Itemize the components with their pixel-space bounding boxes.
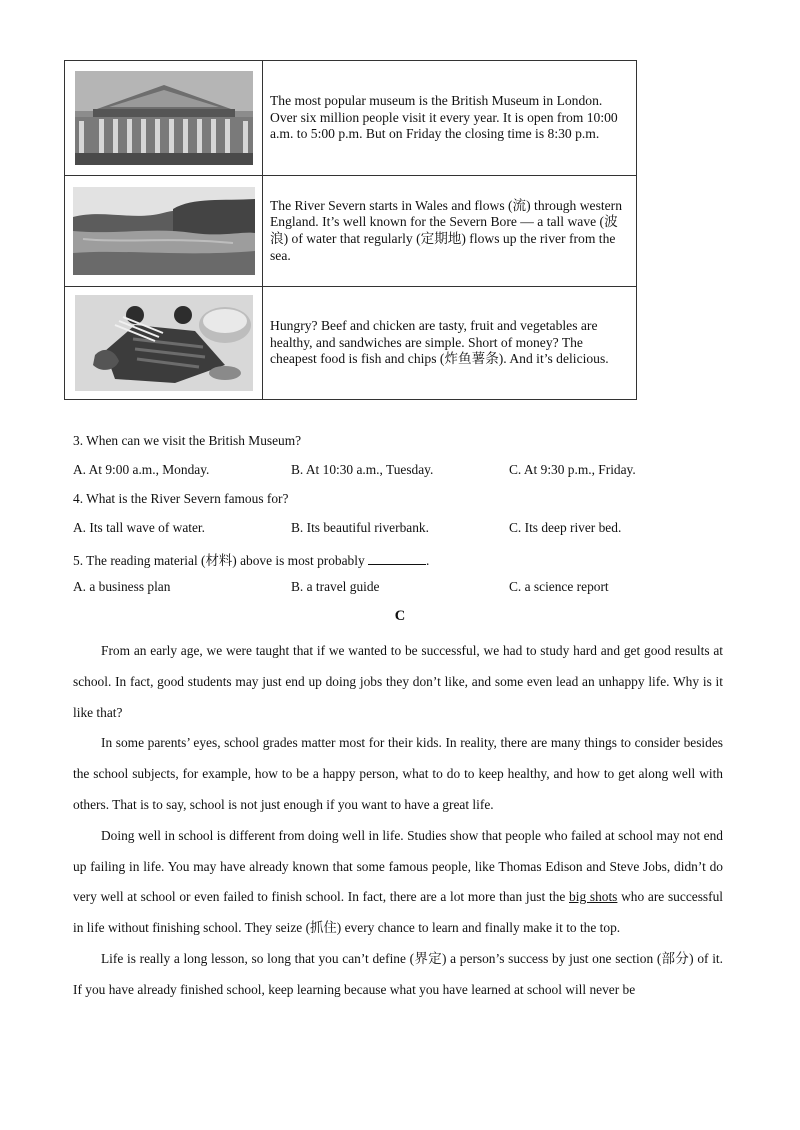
image-cell [65, 61, 263, 176]
table-row [65, 176, 637, 287]
question-3-option-b[interactable]: B. At 10:30 a.m., Tuesday. [291, 462, 434, 477]
answer-blank[interactable] [368, 553, 426, 565]
reading-passage [73, 636, 723, 1006]
table-row [65, 61, 637, 176]
passage-paragraph-2: In some parents’ eyes, school grades matter most for their kids. In reality, there are many things to consider besides the school subjects, for example, how to be a happy person, what to do to keep healthy, and how to get along well with others. That is to say, school is not just enough if you want to have a great life. [73, 735, 723, 812]
museum-text: The most popular museum is the British Museum in London. Over six million people visit it every year. It is open from 10:00 a.m. to 5:00 p.m. But on Friday the closing time is 8:30 p.m. [263, 61, 637, 176]
info-table [64, 60, 637, 400]
river-severn-photo [73, 187, 255, 275]
paragraph-3-text: Doing well in school is different from doing well in life. Studies show that people who failed at school may not end up failing in life. You may have already known that some famous people, like Thomas Edison and Steve Jobs, didn’t do very well at school or even failed to finish school. In fact, there are a lot more than just the [73, 827, 723, 905]
question-3-stem: 3. When can we visit the British Museum? [73, 433, 302, 448]
underlined-phrase: big shots [569, 889, 618, 905]
image-cell [65, 176, 263, 287]
river-text: The River Severn starts in Wales and flows (流) through western England. It’s well known for the Severn Bore — a tall wave (波浪) of water that regularly (定期地) flows up the river from the sea. [263, 176, 637, 287]
question-3-option-c[interactable]: C. At 9:30 p.m., Friday. [509, 462, 636, 477]
question-3-option-a[interactable]: A. At 9:00 a.m., Monday. [73, 462, 210, 477]
image-cell [65, 287, 263, 400]
passage-paragraph-4: Life is really a long lesson, so long that you can’t define (界定) a person’s success by just one section (部分) of it. If you have already finished school, keep learning because what you have learned at school will never be [73, 950, 723, 997]
question-5-stem-text: 5. The reading material (材料) above is most probably [73, 553, 369, 568]
question-5-stem [73, 550, 429, 569]
british-museum-photo [75, 71, 253, 165]
food-plate-photo [75, 295, 253, 391]
question-4-option-b[interactable]: B. Its beautiful riverbank. [291, 520, 429, 535]
passage-paragraph-1: From an early age, we were taught that if we wanted to be successful, we had to study hard and get good results at school. In fact, good students may just end up doing jobs they don’t like, and some even lead an unhappy life. Why is it like that? [73, 643, 723, 720]
paragraph-3-text-end: who are successful in life without finishing school. They seize (抓住) every chance to learn and finally make it to the top. [73, 889, 724, 936]
question-5-stem-end: . [426, 553, 430, 568]
section-heading: C [394, 608, 406, 624]
question-4-option-c[interactable]: C. Its deep river bed. [509, 520, 622, 535]
question-4-stem: 4. What is the River Severn famous for? [73, 491, 289, 506]
question-5-option-b[interactable]: B. a travel guide [291, 579, 380, 594]
question-4-option-a[interactable]: A. Its tall wave of water. [73, 520, 206, 535]
question-5-option-a[interactable]: A. a business plan [73, 579, 171, 594]
passage-paragraph-3 [73, 821, 723, 944]
table-row [65, 287, 637, 400]
food-text: Hungry? Beef and chicken are tasty, fruit and vegetables are healthy, and sandwiches are simple. Short of money? The cheapest food is fish and chips (炸鱼薯条). And it’s delicious. [263, 287, 637, 400]
question-5-option-c[interactable]: C. a science report [509, 579, 609, 594]
